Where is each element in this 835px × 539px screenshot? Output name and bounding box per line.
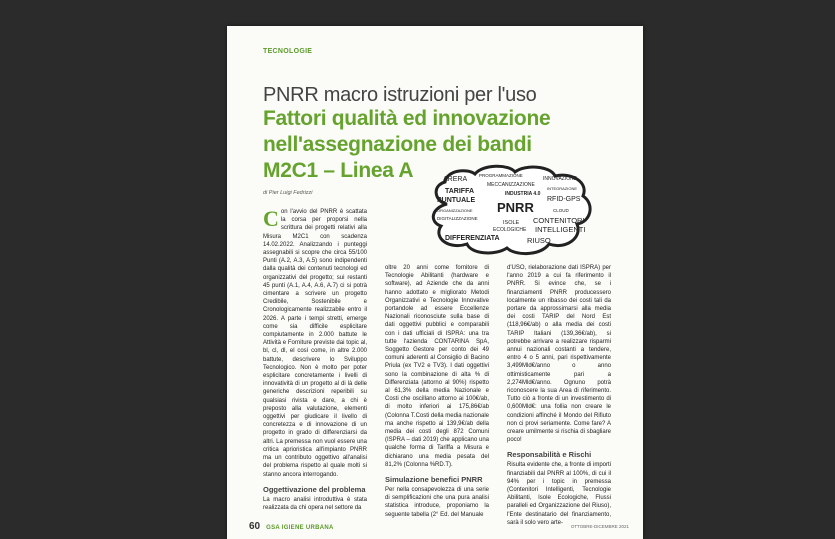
headline-line: nell'assegnazione dei bandi (263, 133, 532, 156)
cloud-word: RFID-GPS (547, 196, 581, 203)
column-3 (507, 264, 611, 527)
body-text: Risulta evidente che, a fronte di importi finanziabili dal PNRR al 100%, di cui il 94% per i topic in premessa (Contenitori Intelligenti, Tecnologie Abilitanti, Isole Ecologiche, Flussi paralleli ed Organizzazione del Riuso), l'Ente destinatario del finanziamento, sarà il solo vero arte- (507, 462, 611, 526)
cloud-word: TARIFFA (445, 188, 475, 195)
byline: di Pier Luigi Fedrizzi (263, 190, 313, 196)
body-text: Per nella consapevolezza di una serie di semplificazioni che una pura analisi statistica introduce, proponiamo la seguente tabella (2° Ed. del Manuale (385, 487, 489, 518)
page-footer (249, 521, 334, 532)
cloud-word: INDUSTRIA 4.0 (505, 191, 541, 197)
cloud-word: ARERA (443, 176, 468, 183)
cloud-word: PNRR (497, 200, 534, 215)
cloud-word: ORGANIZZAZIONE (437, 208, 473, 213)
section-label: TECNOLOGIE (263, 48, 313, 55)
cloud-word: ECOLOGICHE (493, 227, 527, 233)
magazine-page (227, 26, 643, 539)
cloud-word: INTEGRAZIONE (547, 186, 578, 191)
cloud-word: PUNTUALE (437, 197, 476, 204)
column-2 (385, 264, 489, 519)
cloud-word: INNOVAZIONE (543, 176, 578, 182)
magazine-name: GSA IGIENE URBANA (266, 525, 334, 531)
cloud-word: CONTENITORI (533, 216, 585, 225)
cloud-word: MECCANIZZAZIONE (487, 182, 535, 188)
cloud-word: DIGITALIZZAZIONE (437, 216, 478, 221)
issue-date: OTTOBRE-DICEMBRE 2021 (570, 524, 629, 529)
cloud-word: CLOUD (553, 208, 569, 213)
headline-line: Fattori qualità ed innovazione (263, 107, 551, 130)
subheading: Responsabilità e Rischi (507, 450, 592, 460)
body-text: oltre 20 anni come fornitore di Tecnologie Abilitanti (hardware e software), ad Aziende che da anni hanno adottato e migliorato Metodi Organizzativi e Tecnologie Innovative portandole ad essere Eccellenze Nazionali riconosciute sulla base di dati oggettivi pubblici e comparabili con i dati ufficiali di ISPRA: una tra tutte l'azienda CONTARINA SpA, Soggetto Gestore per conto dei 49 comuni aderenti al Consiglio di Bacino Priula (ex TV2 e TV3). I dati oggettivi sono la combinazione di alta % di Differenziata (attorno al 90%) rispetto al 61,3% della media Nazionale e Costi che oscillano attorno ai 100€/ab, di molto inferiori ai 175,86€/ab (Colonna T.Costi della media nazionale ma anche rispetto ai 139,9€/ab della media dei costi degli 872 Comuni (ISPRA – dati 2019) che applicano una qualche forma di Tariffa a Misura e dichiarano una media pesata del 81,2% (Colonna %RD.T). (385, 265, 489, 468)
page-number: 60 (249, 521, 261, 532)
cloud-word: PROGRAMMAZIONE (479, 173, 523, 178)
subheading: Oggettivazione del problema (263, 484, 366, 494)
headline-line: M2C1 – Linea A (263, 159, 414, 182)
body-text: on l'avvio del PNRR è scattata la corsa per proporsi nella scrittura dei progetti relativi alla Misura M2C1 con scadenza 14.02.2022. Analizzando i punteggi assegnabili si scopre che circa 55/100 Punti (A.2, A.3, A.5) sono indipendenti dalla qualità dei contenuti tecnologi ed organizzativi del progetto; sui restanti 45 punti (A.1, A.4, A.6, A.7) ci si potrà cimentare a scrivere un progetto Credibile, Sostenibile e Cronologicamente realizzabile entro il 2026. A parte i tempi stretti, emerge come sia difficile esplicitare compiutamente in 2.000 battute le Attività e Forniture previste dai topic al, bl, cl, dl, el così come, in altre 2.000 battute, descrivere lo Sviluppo Tecnologico. Non è molto per poter esplicitare concretamente i livelli di innovatività di un progetto al di là delle generiche descrizioni reperibili su qualsiasi rivista e dare, a chi è preposto alla valutazione, elementi oggettivi per giudicare il livello di concretezza e di innovazione di un progetto in grado di differenziarsi da altri. La premessa non vuol essere una critica aprioristica all'impianto PNRR ma un contributo oggettivo all'analisi del problema rispetto al quale molti si stanno ancora interrogando. (263, 209, 367, 478)
article-kicker: PNRR macro istruzioni per l'uso (263, 84, 537, 106)
body-text: La macro analisi introduttiva è stata realizzata da chi opera nel settore da (263, 496, 367, 511)
body-text: d'USO, rielaborazione dati ISPRA) per l'anno 2019 a cui fa riferimento il PNRR. Si evince che, se i finanziamenti PNRR producessero localmente un ribasso dei costi tali da portare da approssimarsi alla media dei costi TARIP del Nord Est (118,96€/ab) o alla media dei costi TARIP Italiani (139,36€/ab), si potrebbe arrivare a realizzare risparmi annui nazionali costanti a tendere, entro 4 o 5 anni, pari rispettivamente 3,499Mld€/anno o anno ottimisticamente pari a 2,274Mld€/anno. Ognuno potrà riconoscere la sua Area di riferimento. Tutto ciò a fronte di un investimento di 0,600Mld€: una follia non creare le condizioni affinché il Mondo del Rifiuto non ci provi seriamente. Come fare? A creare umilmente si rischia di sbagliare poco! (507, 265, 611, 444)
subheading: Simulazione benefici PNRR (385, 475, 483, 485)
cloud-word: INTELLIGENTI (535, 225, 586, 234)
drop-cap: C (263, 206, 279, 231)
cloud-word: DIFFERENZIATA (445, 235, 500, 242)
cloud-word: RIUSO (527, 236, 551, 245)
column-1 (263, 208, 367, 512)
cloud-word: ISOLE (503, 220, 520, 226)
word-cloud (427, 164, 595, 256)
